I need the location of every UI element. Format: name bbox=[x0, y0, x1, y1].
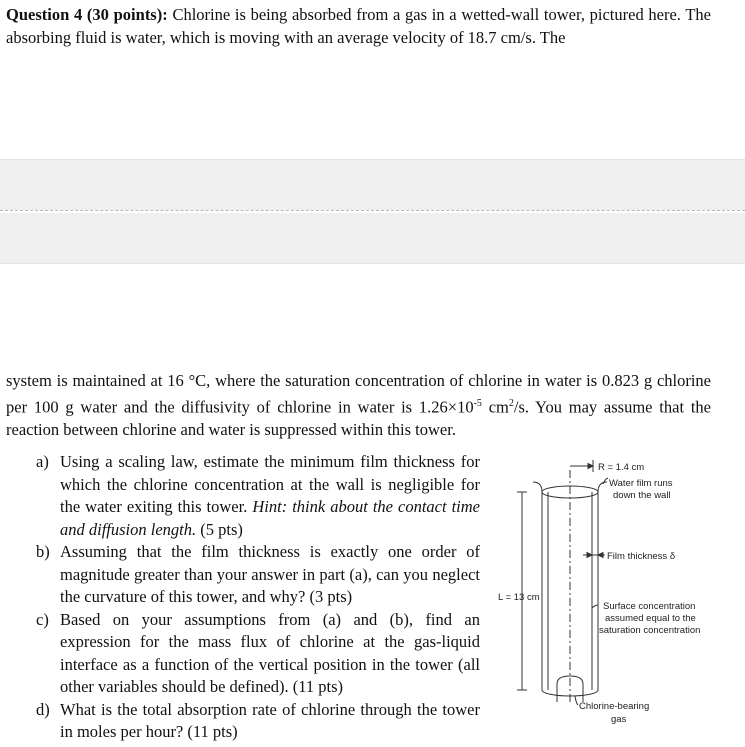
intro-bottom-end: /s. You may assume that the reaction between chlorine and water is suppressed within this tower. bbox=[6, 397, 711, 439]
part-text: Using a scaling law, estimate the minimum film thickness for which the chlorine concentration at the wall is negligible for the water exiting this tower. bbox=[60, 452, 480, 516]
water-inlet-left bbox=[533, 482, 542, 492]
page-divider bbox=[0, 210, 745, 211]
part-text: What is the total absorption rate of chlorine through the tower in moles per hour? (11 pts) bbox=[60, 699, 480, 741]
part-text: Based on your assumptions from (a) and (b), find an expression for the mass flux of chlorine at the gas-liquid interface as a function of the vertical position in the tower (all other variables should be defined). (11 pts) bbox=[60, 609, 480, 696]
part-text: Assuming that the film thickness is exactly one order of magnitude greater than your answer in part (a), can you neglect the curvature of this tower, and why? (3 pts) bbox=[60, 542, 480, 606]
water-label-1: Water film runs bbox=[609, 478, 673, 489]
part-hint: Hint: think about the contact time and diffusion length. bbox=[60, 497, 480, 539]
part-letter: c) bbox=[36, 609, 49, 629]
question-heading: Question 4 (30 points): bbox=[6, 5, 168, 24]
wetted-wall-tower-figure bbox=[495, 452, 740, 742]
surface-label-3: saturation concentration bbox=[599, 625, 701, 636]
question-parts-list bbox=[36, 451, 480, 744]
radius-arrowhead bbox=[588, 464, 593, 469]
part-letter: d) bbox=[36, 699, 50, 719]
film-thickness-label: Film thickness δ bbox=[607, 551, 676, 562]
surface-leader-line bbox=[592, 605, 598, 608]
gas-label-2: gas bbox=[611, 714, 627, 725]
gas-label-1: Chlorine-bearing bbox=[579, 701, 650, 712]
question-intro-top bbox=[6, 4, 711, 49]
part-letter: b) bbox=[36, 542, 50, 561]
radius-label: R = 1.4 cm bbox=[598, 462, 645, 473]
surface-label-2: assumed equal to the bbox=[605, 613, 696, 624]
intro-bottom-unit: cm bbox=[481, 397, 509, 416]
question-part-a bbox=[36, 451, 480, 541]
film-thickness-arrowhead bbox=[587, 553, 592, 558]
surface-label-1: Surface concentration bbox=[603, 601, 696, 612]
intro-bottom-text: system is maintained at 16 °C, where the saturation concentration of chlorine in water is 0.823 g chlorine per 100 g water and the diffusivity of chlorine in water is 1.26×10 bbox=[6, 371, 711, 416]
blank-band-upper bbox=[0, 159, 745, 210]
gas-leader-line bbox=[575, 696, 578, 705]
question-intro-bottom bbox=[6, 370, 711, 441]
water-inlet-right bbox=[598, 482, 607, 492]
length-label: L = 13 cm bbox=[498, 592, 540, 603]
water-label-2: down the wall bbox=[613, 490, 671, 501]
question-part-c bbox=[36, 609, 480, 699]
diffusivity-exponent: -5 bbox=[473, 397, 482, 409]
water-leader-line bbox=[603, 478, 608, 484]
part-points: (5 pts) bbox=[196, 519, 243, 539]
question-part-d bbox=[36, 699, 480, 744]
question-part-b bbox=[36, 541, 480, 609]
intro-top-text: Chlorine is being absorbed from a gas in a wetted-wall tower, pictured here. The absorbing fluid is water, which is moving with an average velocity of 18.7 cm/s. The bbox=[6, 5, 711, 47]
part-letter: a) bbox=[36, 452, 49, 471]
unit-exponent: 2 bbox=[508, 397, 514, 409]
film-thickness-arrowhead-2 bbox=[598, 553, 603, 558]
blank-band-lower bbox=[0, 213, 745, 264]
